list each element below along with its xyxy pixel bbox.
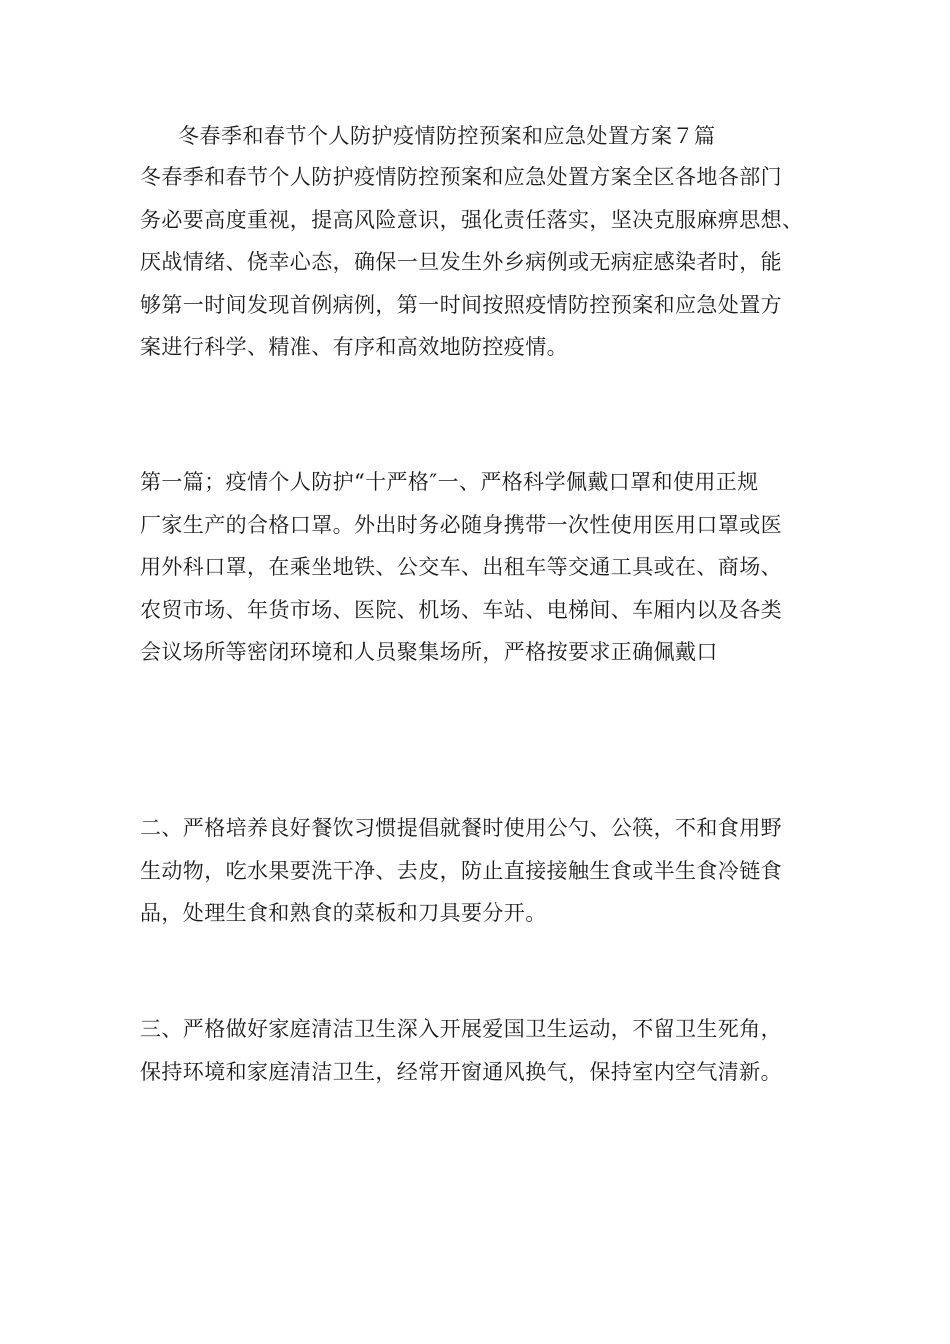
paragraph-line: 品，处理生食和熟食的菜板和刀具要分开。 (140, 901, 547, 926)
section-2-paragraph (140, 807, 820, 935)
paragraph-line: 生动物，吃水果要洗干净、去皮，防止直接接触生食或半生食冷链食 (140, 858, 782, 883)
paragraph-line: 案进行科学、精准、有序和高效地防控疫情。 (140, 335, 568, 360)
paragraph-line: 厂家生产的合格口罩。外出时务必随身携带一次性使用医用口罩或医 (140, 512, 782, 537)
paragraph-line: 务必要高度重视，提高风险意识，强化责任落实，坚决克服麻痹思想、 (140, 207, 804, 232)
paragraph-line: 三、严格做好家庭清洁卫生深入开展爱国卫生运动，不留卫生死角， (140, 1017, 782, 1041)
paragraph-line: 保持环境和家庭清洁卫生，经常开窗通风换气，保持室内空气清新。 (140, 1059, 782, 1084)
paragraph-line: 厌战情绪、侥幸心态，确保一旦发生外乡病例或无病症感染者时，能 (140, 250, 782, 275)
paragraph-line: 冬春季和春节个人防护疫情防控预案和应急处置方案全区各地各部门 (140, 165, 782, 189)
section-1-paragraph (140, 461, 820, 674)
paragraph-line: 二、严格培养良好餐饮习惯提倡就餐时使用公勺、公筷，不和食用野 (140, 816, 782, 840)
paragraph-line: 够第一时间发现首例病例，第一时间按照疫情防控预案和应急处置方 (140, 292, 782, 317)
document-title: 冬春季和春节个人防护疫情防控预案和应急处置方案７篇 (178, 124, 716, 148)
paragraph-line: 会议场所等密闭环境和人员聚集场所，严格按要求正确佩戴口 (140, 640, 718, 665)
section-3-paragraph (140, 1008, 820, 1093)
paragraph-line: 农贸市场、年货市场、医院、机场、车站、电梯间、车厢内以及各类 (140, 597, 782, 622)
paragraph-line: 用外科口罩，在乘坐地铁、公交车、出租车等交通工具或在、商场、 (140, 555, 782, 580)
paragraph-line: 第一篇；疫情个人防护“十严格″一、严格科学佩戴口罩和使用正规 (140, 470, 759, 494)
intro-paragraph (140, 156, 820, 369)
